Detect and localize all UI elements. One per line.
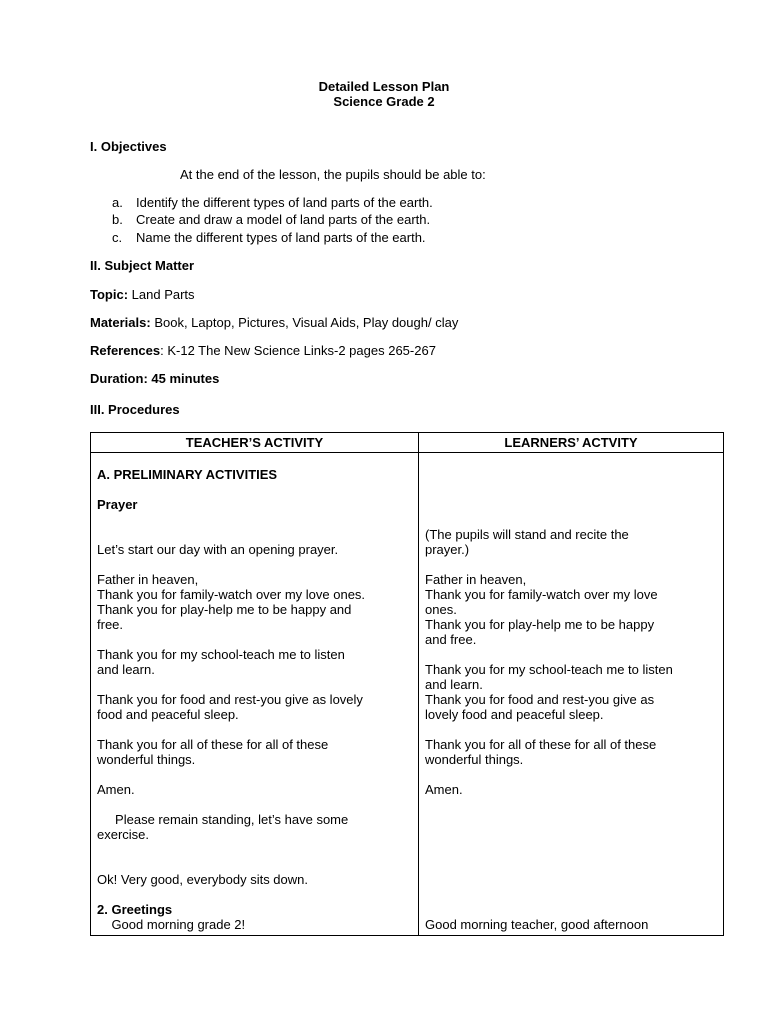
procedure-line: Thank you for play-help me to be happy <box>425 617 655 632</box>
procedure-line: exercise. <box>97 827 150 842</box>
objective-text: Identify the different types of land parts of the earth. <box>136 195 433 210</box>
objective-item <box>112 230 426 245</box>
procedure-line: Let’s start our day with an opening prayer. <box>97 542 339 557</box>
procedure-line: prayer.) <box>425 542 470 557</box>
objective-text: Name the different types of land parts of the earth. <box>136 230 426 245</box>
objective-item <box>112 195 433 210</box>
procedure-line: Good morning grade 2! <box>97 917 246 932</box>
materials-value: Book, Laptop, Pictures, Visual Aids, Play dough/ clay <box>154 315 459 330</box>
procedure-line: Good morning teacher, good afternoon <box>425 917 649 932</box>
procedure-line: wonderful things. <box>425 752 524 767</box>
references-line <box>90 343 436 358</box>
references-label: References <box>90 343 161 358</box>
procedure-line: (The pupils will stand and recite the <box>425 527 629 542</box>
learners-cell <box>419 453 724 936</box>
procedure-line: Thank you for food and rest-you give as <box>425 692 655 707</box>
procedure-line: Thank you for my school-teach me to listen <box>97 647 345 662</box>
list-marker: b. <box>112 212 123 227</box>
procedure-line: lovely food and peaceful sleep. <box>425 707 604 722</box>
objective-item <box>112 212 430 227</box>
procedure-line: and free. <box>425 632 477 647</box>
document-title: Detailed Lesson Plan <box>318 79 450 94</box>
objective-text: Create and draw a model of land parts of the earth. <box>136 212 431 227</box>
subject-matter-heading: II. Subject Matter <box>90 258 195 273</box>
procedure-subheading: 2. Greetings <box>97 902 173 917</box>
procedure-line: Ok! Very good, everybody sits down. <box>97 872 308 887</box>
references-value: : K-12 The New Science Links-2 pages 265-267 <box>160 343 436 358</box>
procedure-subheading: Prayer <box>97 497 138 512</box>
procedure-line: Thank you for play-help me to be happy and <box>97 602 352 617</box>
procedure-line: free. <box>97 617 124 632</box>
procedure-subheading: A. PRELIMINARY ACTIVITIES <box>97 467 278 482</box>
procedure-line: and learn. <box>425 677 483 692</box>
procedure-line: Amen. <box>425 782 463 797</box>
procedures-heading: III. Procedures <box>90 402 180 417</box>
procedure-line: ones. <box>425 602 457 617</box>
topic-label: Topic: <box>90 287 129 302</box>
materials-line <box>90 315 458 330</box>
procedure-line: Thank you for my school-teach me to listen <box>425 662 673 677</box>
topic-line <box>90 287 195 302</box>
procedure-line: and learn. <box>97 662 155 677</box>
procedure-line: Thank you for family-watch over my love ones. <box>97 587 366 602</box>
teacher-column-header: TEACHER’S ACTIVITY <box>91 433 419 453</box>
procedure-line: Father in heaven, <box>97 572 199 587</box>
procedure-line: food and peaceful sleep. <box>97 707 239 722</box>
procedure-line: Amen. <box>97 782 135 797</box>
procedure-line: Thank you for all of these for all of these <box>425 737 657 752</box>
procedure-line: Thank you for food and rest-you give as lovely <box>97 692 363 707</box>
procedure-line: wonderful things. <box>97 752 196 767</box>
materials-label: Materials: <box>90 315 151 330</box>
duration-line: Duration: 45 minutes <box>90 371 220 386</box>
document-subtitle: Science Grade 2 <box>333 94 435 109</box>
list-marker: c. <box>112 230 123 245</box>
list-marker: a. <box>112 195 123 210</box>
procedure-line: Please remain standing, let’s have some <box>97 812 349 827</box>
procedure-line: Thank you for family-watch over my love <box>425 587 658 602</box>
objectives-heading: I. Objectives <box>90 139 167 154</box>
procedures-table <box>90 432 724 936</box>
learners-column-header: LEARNERS’ ACTVITY <box>419 433 724 453</box>
topic-value: Land Parts <box>131 287 195 302</box>
objectives-intro: At the end of the lesson, the pupils should be able to: <box>180 167 486 182</box>
teacher-cell <box>91 453 419 936</box>
procedure-line: Father in heaven, <box>425 572 527 587</box>
procedure-line: Thank you for all of these for all of these <box>97 737 329 752</box>
